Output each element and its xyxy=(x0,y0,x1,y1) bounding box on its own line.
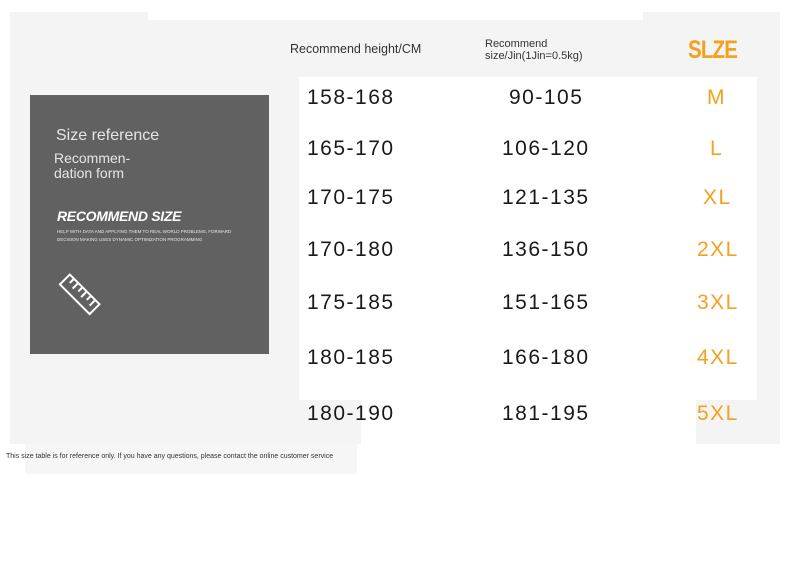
card-heading: RECOMMEND SIZE xyxy=(57,208,182,224)
weight-header-line2: size/Jin(1Jin=0.5kg) xyxy=(485,49,583,62)
weight-cell: 121-135 xyxy=(502,186,590,209)
size-row xyxy=(0,186,790,216)
height-column-header: Recommend height/CM xyxy=(290,42,422,56)
weight-column-header xyxy=(485,39,583,62)
height-cell: 175-185 xyxy=(307,291,395,314)
size-cell: XL xyxy=(703,186,732,209)
card-subtitle-line2: dation form xyxy=(54,165,125,181)
card-small-text-line1: HELP WITH DATA AND APPLYING THEM TO REAL WORLD PROBLEMS, FORWARD xyxy=(57,229,232,234)
height-cell: 180-185 xyxy=(307,346,395,369)
size-row xyxy=(0,238,790,268)
weight-cell: 181-195 xyxy=(502,402,590,425)
size-row xyxy=(0,86,790,116)
weight-cell: 90-105 xyxy=(509,86,584,109)
size-cell: 4XL xyxy=(697,346,739,369)
size-cell: L xyxy=(710,137,724,160)
height-cell: 180-190 xyxy=(307,402,395,425)
size-cell: 3XL xyxy=(697,291,739,314)
height-cell: 165-170 xyxy=(307,137,395,160)
height-cell: 170-175 xyxy=(307,186,395,209)
size-column-header: SLZE xyxy=(688,36,738,64)
size-cell: 5XL xyxy=(697,402,739,425)
top-strip xyxy=(148,0,643,20)
height-cell: 158-168 xyxy=(307,86,395,109)
height-cell: 170-180 xyxy=(307,238,395,261)
card-title: Size reference xyxy=(56,127,160,144)
weight-cell: 166-180 xyxy=(502,346,590,369)
size-row xyxy=(0,346,790,376)
weight-cell: 106-120 xyxy=(502,137,590,160)
card-small-text-line2: DECISION MAKING USES DYNAMIC OPTIMIZATION PROGRAMMING xyxy=(57,237,203,242)
weight-cell: 136-150 xyxy=(502,238,590,261)
size-row xyxy=(0,291,790,321)
size-row xyxy=(0,402,790,432)
footer-note: This size table is for reference only. If you have any questions, please contact the online customer service xyxy=(6,453,334,460)
size-cell: 2XL xyxy=(697,238,739,261)
weight-header-line1: Recommend xyxy=(485,38,548,50)
card-subtitle-line1: Recommen- xyxy=(54,150,131,166)
weight-cell: 151-165 xyxy=(502,291,590,314)
size-row xyxy=(0,137,790,167)
size-cell: M xyxy=(707,86,726,109)
